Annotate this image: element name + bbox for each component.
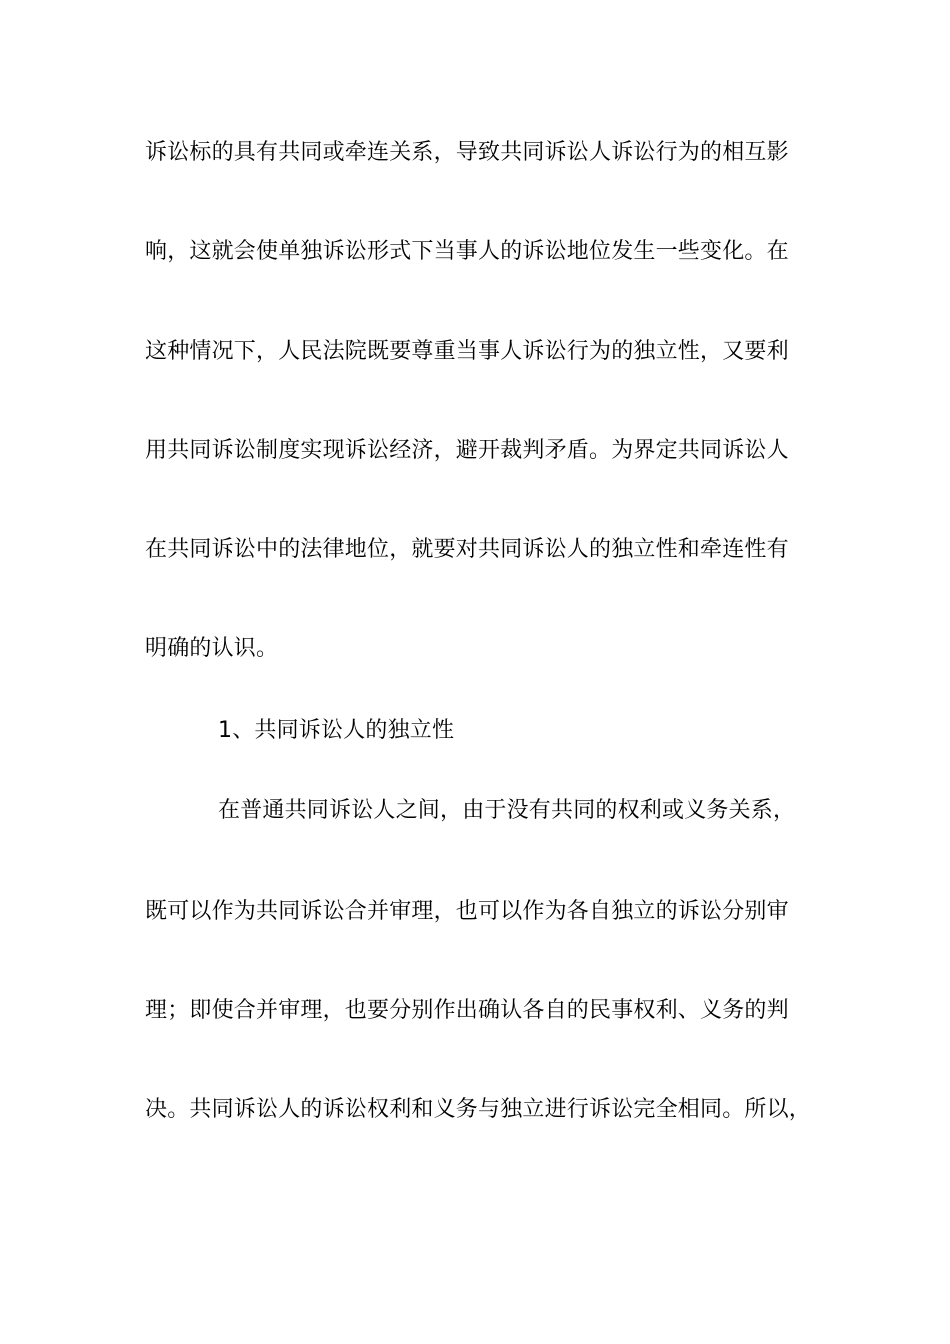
text-line: 既可以作为共同诉讼合并审理，也可以作为各自独立的诉讼分别审 xyxy=(145,899,789,924)
text-line: 决。共同诉讼人的诉讼权利和义务与独立进行诉讼完全相同。所以， xyxy=(145,1097,812,1122)
text-line: 在共同诉讼中的法律地位，就要对共同诉讼人的独立性和牵连性有 xyxy=(145,537,789,562)
paragraph-first-line: 在普通共同诉讼人之间，由于没有共同的权利或义务关系， xyxy=(218,798,796,823)
text-line: 理；即使合并审理，也要分别作出确认各自的民事权利、义务的判 xyxy=(145,998,789,1023)
text-line: 用共同诉讼制度实现诉讼经济，避开裁判矛盾。为界定共同诉讼人 xyxy=(145,438,789,463)
text-line: 响，这就会使单独诉讼形式下当事人的诉讼地位发生一些变化。在 xyxy=(145,239,789,264)
section-heading: 1、共同诉讼人的独立性 xyxy=(218,718,455,743)
text-line: 明确的认识。 xyxy=(145,636,279,661)
text-line: 诉讼标的具有共同或牵连关系，导致共同诉讼人诉讼行为的相互影 xyxy=(145,140,789,165)
text-line: 这种情况下，人民法院既要尊重当事人诉讼行为的独立性，又要利 xyxy=(145,339,789,364)
